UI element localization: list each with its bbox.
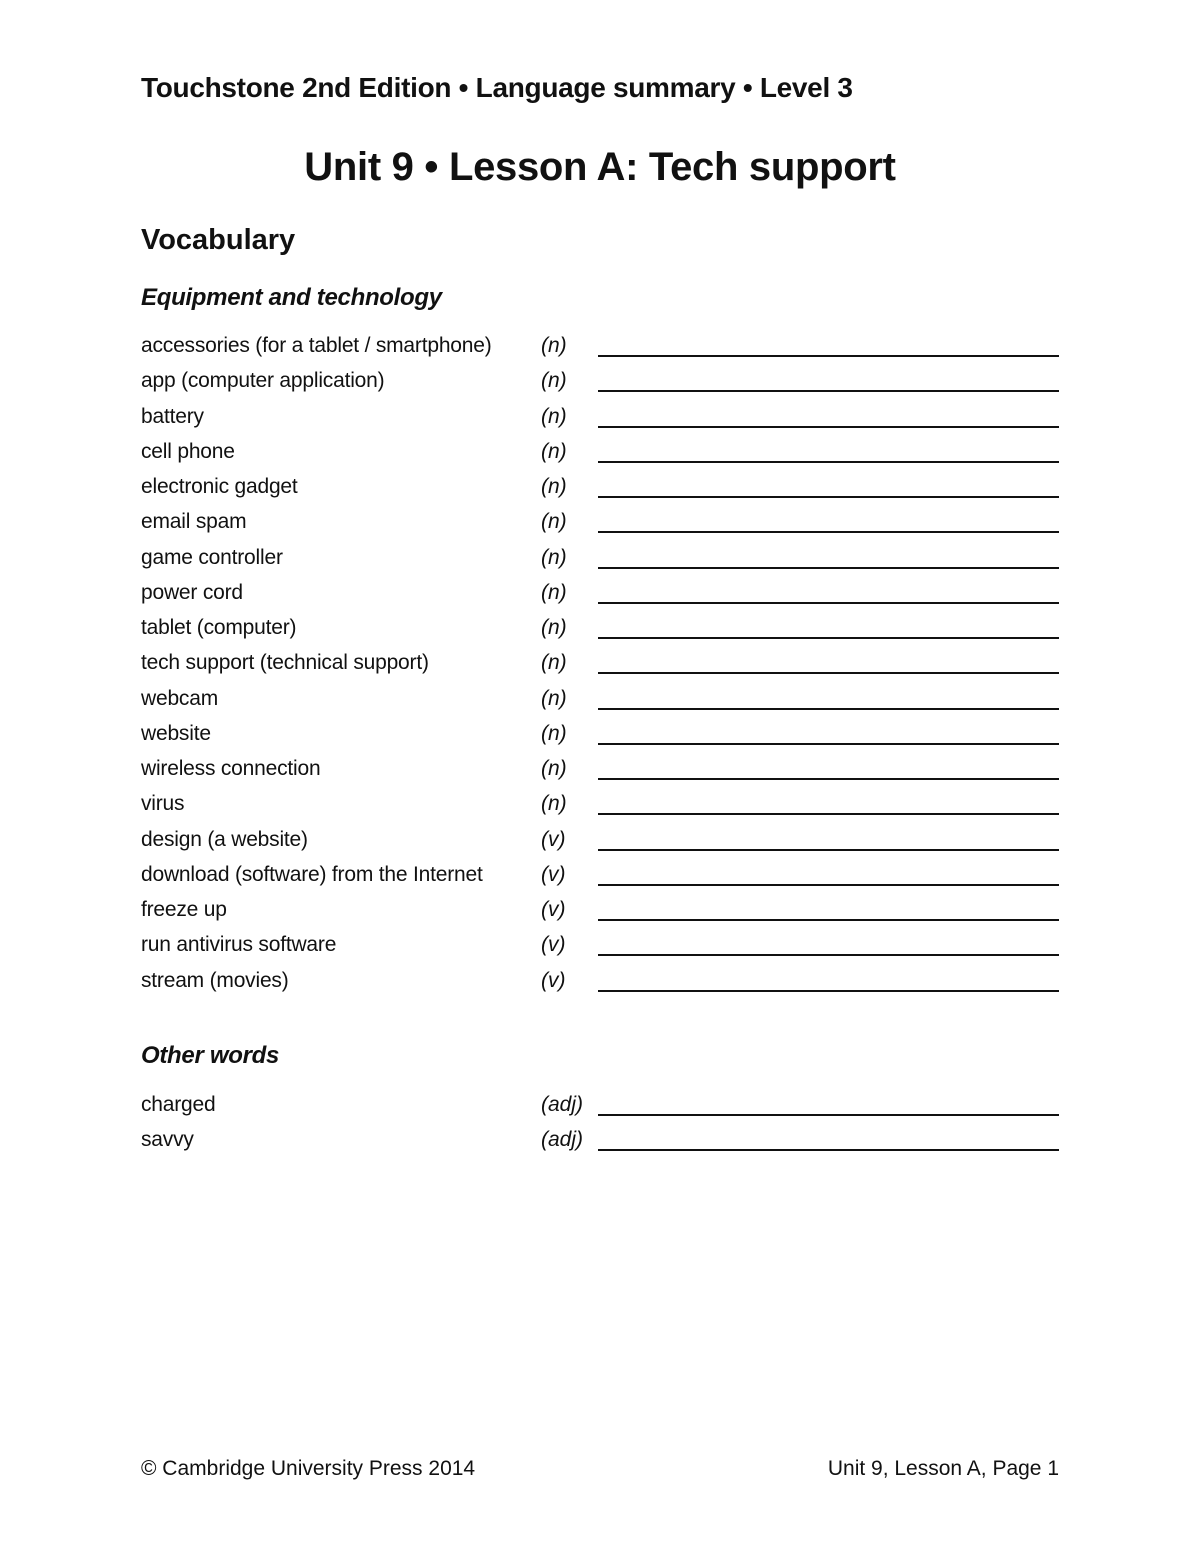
part-of-speech: (n) [541, 369, 567, 393]
part-of-speech: (n) [541, 404, 567, 428]
vocabulary-term: virus [141, 792, 185, 816]
part-of-speech: (n) [541, 439, 567, 463]
answer-blank-line [598, 390, 1059, 392]
part-of-speech: (v) [541, 933, 566, 957]
vocabulary-row [0, 722, 1200, 757]
answer-blank-line [598, 567, 1059, 569]
answer-blank-line [598, 637, 1059, 639]
vocabulary-row [0, 651, 1200, 686]
part-of-speech: (v) [541, 827, 566, 851]
vocabulary-heading: Vocabulary [141, 224, 296, 256]
vocabulary-row [0, 933, 1200, 968]
vocabulary-row [0, 616, 1200, 651]
vocabulary-row [0, 510, 1200, 545]
vocabulary-row [0, 369, 1200, 404]
answer-blank-line [598, 461, 1059, 463]
answer-blank-line [598, 919, 1059, 921]
vocabulary-term: design (a website) [141, 827, 308, 851]
equipment-heading: Equipment and technology [141, 284, 442, 311]
part-of-speech: (n) [541, 757, 567, 780]
vocabulary-term: stream (movies) [141, 968, 289, 992]
part-of-speech: (n) [541, 616, 567, 639]
vocabulary-term: email spam [141, 510, 247, 534]
vocabulary-term: wireless connection [141, 757, 321, 780]
lesson-title: Unit 9 • Lesson A: Tech support [304, 145, 896, 189]
vocabulary-row [0, 334, 1200, 369]
vocabulary-term: tech support (technical support) [141, 651, 429, 675]
answer-blank-line [598, 884, 1059, 886]
vocabulary-term: freeze up [141, 898, 227, 921]
vocabulary-term: electronic gadget [141, 475, 298, 498]
vocabulary-term: webcam [141, 686, 218, 710]
vocabulary-term: battery [141, 404, 204, 428]
answer-blank-line [598, 849, 1059, 851]
part-of-speech: (n) [541, 580, 567, 604]
part-of-speech: (n) [541, 475, 567, 498]
vocabulary-row [0, 546, 1200, 581]
answer-blank-line [598, 496, 1059, 498]
answer-blank-line [598, 355, 1059, 357]
vocabulary-term: savvy [141, 1128, 194, 1152]
answer-blank-line [598, 743, 1059, 745]
part-of-speech: (v) [541, 862, 566, 886]
vocabulary-row [0, 828, 1200, 863]
vocabulary-row [0, 1093, 1200, 1128]
part-of-speech: (n) [541, 651, 567, 675]
page-header-title: Touchstone 2nd Edition • Language summary • Level 3 [141, 72, 853, 103]
part-of-speech: (adj) [541, 1128, 584, 1152]
part-of-speech: (v) [541, 898, 566, 921]
answer-blank-line [598, 990, 1059, 992]
answer-blank-line [598, 954, 1059, 956]
vocabulary-term: charged [141, 1093, 216, 1116]
answer-blank-line [598, 1149, 1059, 1151]
answer-blank-line [598, 813, 1059, 815]
vocabulary-row [0, 898, 1200, 933]
answer-blank-line [598, 672, 1059, 674]
copyright-footer: © Cambridge University Press 2014 [141, 1457, 476, 1480]
vocabulary-row [0, 475, 1200, 510]
vocabulary-row [0, 757, 1200, 792]
other-words-heading: Other words [141, 1042, 280, 1069]
answer-blank-line [598, 602, 1059, 604]
vocabulary-term: tablet (computer) [141, 616, 297, 639]
part-of-speech: (n) [541, 334, 567, 357]
answer-blank-line [598, 426, 1059, 428]
vocabulary-row [0, 581, 1200, 616]
vocabulary-row [0, 863, 1200, 898]
vocabulary-term: download (software) from the Internet [141, 862, 483, 886]
part-of-speech: (n) [541, 510, 567, 534]
part-of-speech: (v) [541, 968, 566, 992]
vocabulary-term: website [141, 721, 211, 745]
vocabulary-term: app (computer application) [141, 369, 385, 393]
vocabulary-row [0, 405, 1200, 440]
vocabulary-term: accessories (for a tablet / smartphone) [141, 334, 492, 357]
vocabulary-term: power cord [141, 580, 243, 604]
part-of-speech: (n) [541, 545, 567, 569]
vocabulary-term: game controller [141, 545, 283, 569]
vocabulary-row [0, 440, 1200, 475]
page-reference-footer: Unit 9, Lesson A, Page 1 [827, 1457, 1059, 1480]
answer-blank-line [598, 1114, 1059, 1116]
vocabulary-row [0, 792, 1200, 827]
vocabulary-row [0, 687, 1200, 722]
vocabulary-term: cell phone [141, 439, 235, 463]
answer-blank-line [598, 531, 1059, 533]
answer-blank-line [598, 778, 1059, 780]
vocabulary-row [0, 1128, 1200, 1163]
vocabulary-term: run antivirus software [141, 933, 337, 957]
part-of-speech: (n) [541, 721, 567, 745]
part-of-speech: (n) [541, 792, 567, 816]
part-of-speech: (adj) [541, 1093, 584, 1116]
part-of-speech: (n) [541, 686, 567, 710]
answer-blank-line [598, 708, 1059, 710]
vocabulary-row [0, 969, 1200, 1004]
